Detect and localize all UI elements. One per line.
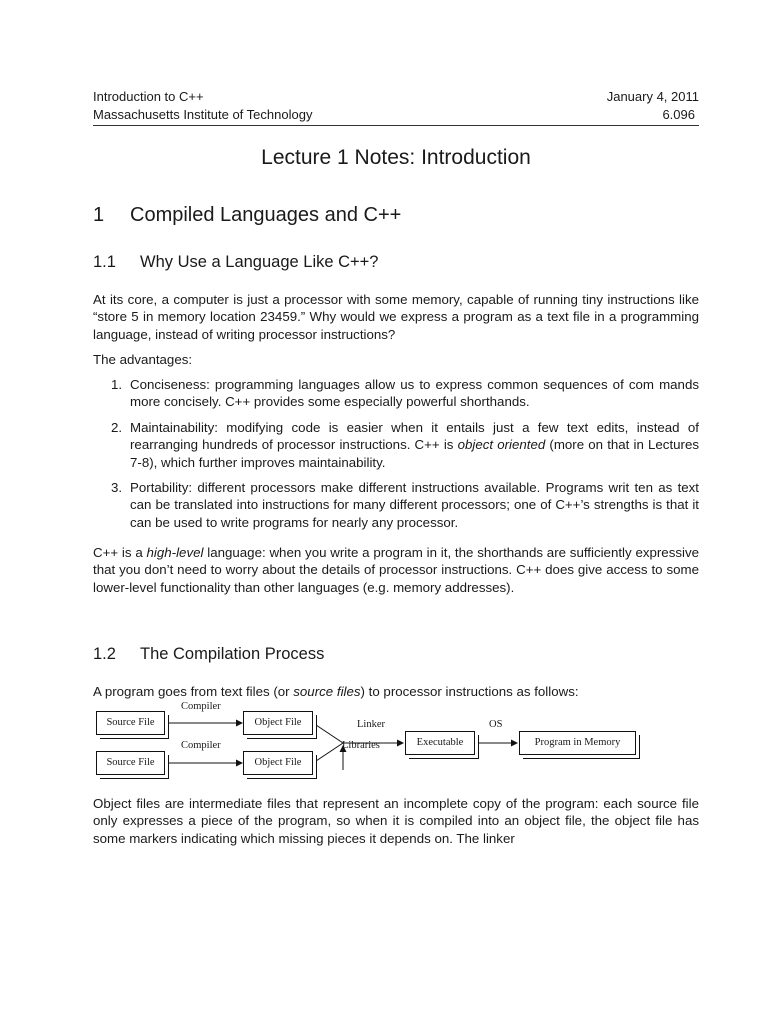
section-1-heading bbox=[93, 204, 401, 227]
object-file-box: Object File bbox=[243, 751, 313, 775]
object-files-paragraph: Object files are intermediate files that represent an incomplete copy of the program: each source file only expresses a piece of the program, so when it is compiled into an object file, the object file has some markers indicating which missing pieces it depends on. The linker bbox=[93, 796, 699, 846]
document-page bbox=[93, 88, 700, 846]
lecture-title: Lecture 1 Notes: Introduction bbox=[261, 146, 531, 169]
os-label: OS bbox=[489, 719, 503, 730]
list-item: 2. Maintainability: modifying code is easier when it entails just a few text edits, instead of rearranging hundreds of processor instructions. C++ is object oriented (more on that in Lectures 7-8), which further improves maintainability. bbox=[111, 419, 700, 470]
institution-name: Massachusetts Institute of Technology bbox=[93, 107, 313, 122]
advantages-list bbox=[93, 376, 699, 539]
source-file-box: Source File bbox=[96, 751, 165, 775]
lecture-date: January 4, 2011 bbox=[606, 89, 699, 104]
list-item: 3. Portability: different processors make different instructions available. Programs writ ten as text can be translated into instructions for many different processors; one of C++’s strengths is that it can be used to write programs for nearly any processor. bbox=[111, 480, 699, 530]
subsection-title: The Compilation Process bbox=[140, 645, 325, 663]
subsection-number: 1.2 bbox=[93, 645, 116, 663]
subsection-number: 1.1 bbox=[93, 253, 116, 271]
header-rule bbox=[93, 125, 699, 126]
course-number: 6.096 bbox=[662, 107, 695, 122]
libraries-label: Libraries bbox=[342, 740, 380, 751]
advantages-intro: The advantages: bbox=[93, 352, 193, 367]
course-title: Introduction to C++ bbox=[93, 89, 204, 104]
intro-paragraph: At its core, a computer is just a processor with some memory, capable of running tiny instructions like “store 5 in memory location 23459.” Why would we express a program as a text file in a programming language, instead of writing processor instructions? bbox=[93, 292, 699, 342]
subsection-1-1-heading bbox=[93, 253, 379, 272]
compilation-intro: A program goes from text files (or source files) to processor instructions as follows: bbox=[93, 684, 579, 699]
subsection-title: Why Use a Language Like C++? bbox=[140, 253, 379, 271]
object-file-box: Object File bbox=[243, 711, 313, 735]
compilation-diagram bbox=[93, 701, 653, 784]
page-header bbox=[93, 88, 699, 126]
compiler-label: Compiler bbox=[181, 740, 221, 751]
executable-box: Executable bbox=[405, 731, 475, 755]
section-number: 1 bbox=[93, 204, 105, 226]
program-in-memory-box: Program in Memory bbox=[519, 731, 636, 755]
source-file-box: Source File bbox=[96, 711, 165, 735]
compiler-label: Compiler bbox=[181, 701, 221, 712]
high-level-paragraph: C++ is a high-level language: when you write a program in it, the shorthands are sufficiently expressive that you don’t need to worry about the details of processor instructions. C++ does give access to some lower-level functionality than other languages (e.g. memory addresses). bbox=[93, 545, 699, 595]
section-title: Compiled Languages and C++ bbox=[130, 204, 402, 226]
subsection-1-2-heading bbox=[93, 645, 324, 664]
linker-label: Linker bbox=[357, 719, 385, 730]
list-item: 1. Conciseness: programming languages allow us to express common sequences of com mands more concisely. C++ provides some especially powerful shorthands. bbox=[111, 377, 699, 410]
